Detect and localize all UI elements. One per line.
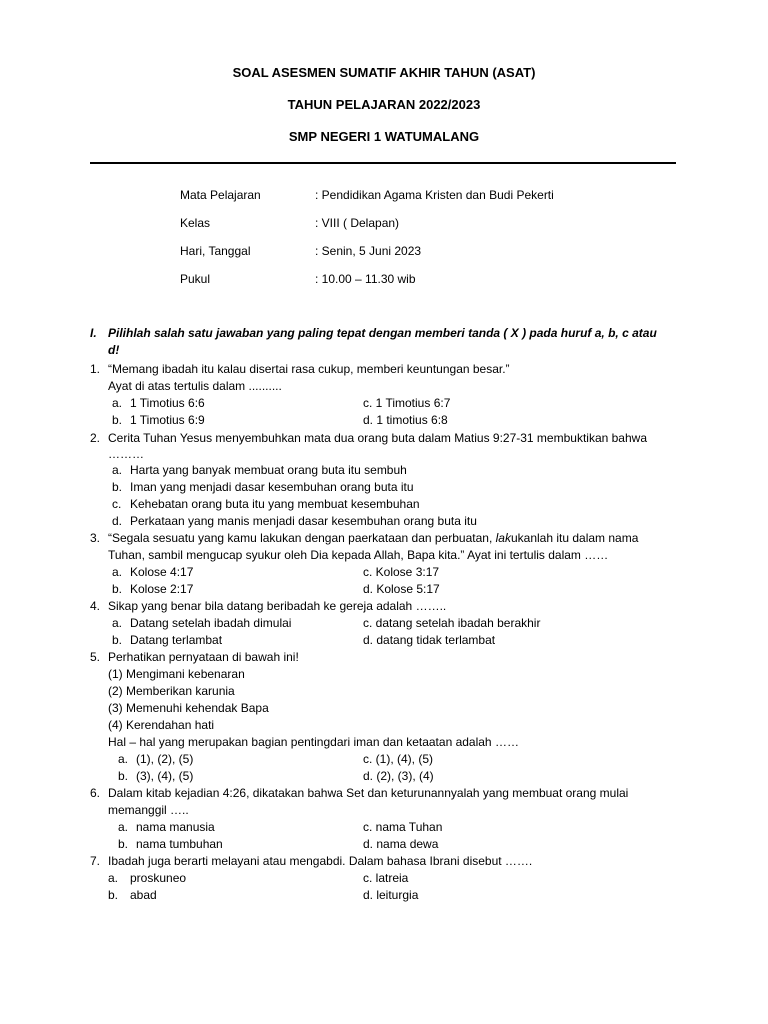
q7-option-d: d. leiturgia bbox=[363, 888, 419, 902]
q4-option-a: Datang setelah ibadah dimulai bbox=[130, 616, 292, 630]
q6-option-a: nama manusia bbox=[136, 820, 215, 834]
section-instruction-line1: Pilihlah salah satu jawaban yang paling tepat dengan memberi tanda ( X ) pada huruf a, b, c atau bbox=[108, 326, 657, 340]
question-number: 1. bbox=[90, 362, 101, 376]
q1-option-b: 1 Timotius 6:9 bbox=[130, 413, 205, 427]
option-letter: b. bbox=[118, 769, 129, 783]
question-2-text: Cerita Tuhan Yesus menyembuhkan mata dua orang buta dalam Matius 9:27-31 membuktikan bahwa bbox=[108, 431, 647, 445]
option-letter: d. bbox=[112, 514, 123, 528]
q2-option-c: Kehebatan orang buta itu yang membuat kesembuhan bbox=[130, 497, 420, 511]
info-value-subject: : Pendidikan Agama Kristen dan Budi Pekerti bbox=[315, 188, 554, 202]
option-letter: b. bbox=[118, 837, 129, 851]
q5-statement-4: (4) Kerendahan hati bbox=[108, 718, 215, 732]
info-value-time: : 10.00 – 11.30 wib bbox=[315, 272, 416, 286]
option-letter: b. bbox=[112, 413, 123, 427]
q5-statement-2: (2) Memberikan karunia bbox=[108, 684, 235, 698]
option-letter: b. bbox=[112, 633, 123, 647]
option-letter: a. bbox=[118, 820, 129, 834]
q5-option-a: (1), (2), (5) bbox=[136, 752, 194, 766]
q2-option-a: Harta yang banyak membuat orang buta itu sembuh bbox=[130, 463, 407, 477]
q5-option-c: c. (1), (4), (5) bbox=[363, 752, 434, 766]
question-1-text: “Memang ibadah itu kalau disertai rasa cukup, memberi keuntungan besar.” bbox=[108, 362, 510, 376]
question-number: 5. bbox=[90, 650, 101, 664]
info-label-subject: Mata Pelajaran bbox=[180, 188, 261, 202]
q6-option-d: d. nama dewa bbox=[363, 837, 439, 851]
question-number: 7. bbox=[90, 854, 101, 868]
question-5-text: Perhatikan pernyataan di bawah ini! bbox=[108, 650, 299, 664]
q1-option-d: d. 1 timotius 6:8 bbox=[363, 413, 448, 427]
q7-option-c: c. latreia bbox=[363, 871, 409, 885]
q2-option-b: Iman yang menjadi dasar kesembuhan orang buta itu bbox=[130, 480, 414, 494]
q5-option-b: (3), (4), (5) bbox=[136, 769, 194, 783]
question-3-text bbox=[108, 531, 638, 545]
q4-option-d: d. datang tidak terlambat bbox=[363, 633, 496, 647]
q6-option-c: c. nama Tuhan bbox=[363, 820, 443, 834]
q1-option-c: c. 1 Timotius 6:7 bbox=[363, 396, 451, 410]
info-value-date: : Senin, 5 Juni 2023 bbox=[315, 244, 422, 258]
q7-option-a: proskuneo bbox=[130, 871, 187, 885]
option-letter: a. bbox=[112, 565, 123, 579]
option-letter: a. bbox=[112, 463, 123, 477]
option-letter: a. bbox=[112, 616, 123, 630]
question-1-text-line2: Ayat di atas tertulis dalam .......... bbox=[108, 379, 282, 393]
q5-statement-1: (1) Mengimani kebenaran bbox=[108, 667, 245, 681]
option-letter: b. bbox=[112, 582, 123, 596]
question-4-text: Sikap yang benar bila datang beribadah ke gereja adalah …….. bbox=[108, 599, 447, 613]
info-value-class: : VIII ( Delapan) bbox=[315, 216, 400, 230]
question-3-text-line2: Tuhan, sambil mengucap syukur oleh Dia kepada Allah, Bapa kita.” Ayat ini tertulis dalam …… bbox=[108, 548, 609, 562]
header-divider bbox=[90, 162, 676, 164]
question-3-text-part1: “Segala sesuatu yang kamu lakukan dengan paerkataan dan perbuatan, bbox=[108, 531, 496, 545]
school-name-title: SMP NEGERI 1 WATUMALANG bbox=[288, 129, 480, 144]
question-6-text-line2: memanggil ….. bbox=[108, 803, 189, 817]
q5-statement-3: (3) Memenuhi kehendak Bapa bbox=[108, 701, 269, 715]
document-title: SOAL ASESMEN SUMATIF AKHIR TAHUN (ASAT) bbox=[232, 65, 536, 80]
option-letter: a. bbox=[108, 871, 119, 885]
option-letter: b. bbox=[112, 480, 123, 494]
info-label-class: Kelas bbox=[180, 216, 211, 230]
q4-option-b: Datang terlambat bbox=[130, 633, 223, 647]
q3-option-b: Kolose 2:17 bbox=[130, 582, 194, 596]
question-2-text-line2: ……… bbox=[108, 447, 144, 461]
info-label-time: Pukul bbox=[180, 272, 211, 286]
q7-option-b: abad bbox=[130, 888, 157, 902]
q1-option-a: 1 Timotius 6:6 bbox=[130, 396, 205, 410]
academic-year-title: TAHUN PELAJARAN 2022/2023 bbox=[287, 97, 481, 112]
question-3-text-italic: lak bbox=[495, 531, 511, 545]
question-number: 6. bbox=[90, 786, 101, 800]
section-instruction-line2: d! bbox=[108, 343, 120, 357]
question-7-text: Ibadah juga berarti melayani atau mengabdi. Dalam bahasa Ibrani disebut ……. bbox=[108, 854, 533, 868]
option-letter: a. bbox=[118, 752, 129, 766]
q4-option-c: c. datang setelah ibadah berakhir bbox=[363, 616, 541, 630]
question-3-text-part2: ukanlah itu dalam nama bbox=[510, 531, 639, 545]
q5-option-d: d. (2), (3), (4) bbox=[363, 769, 434, 783]
option-letter: a. bbox=[112, 396, 123, 410]
question-6-text: Dalam kitab kejadian 4:26, dikatakan bahwa Set dan keturunannyalah yang membuat orang mulai bbox=[108, 786, 629, 800]
section-number: I. bbox=[90, 326, 97, 340]
info-label-date: Hari, Tanggal bbox=[180, 244, 251, 258]
q6-option-b: nama tumbuhan bbox=[136, 837, 223, 851]
question-number: 2. bbox=[90, 431, 101, 445]
option-letter: c. bbox=[112, 497, 122, 511]
q3-option-a: Kolose 4:17 bbox=[130, 565, 194, 579]
q3-option-c: c. Kolose 3:17 bbox=[363, 565, 440, 579]
q3-option-d: d. Kolose 5:17 bbox=[363, 582, 440, 596]
question-number: 4. bbox=[90, 599, 101, 613]
option-letter: b. bbox=[108, 888, 119, 902]
question-number: 3. bbox=[90, 531, 101, 545]
question-5-prompt: Hal – hal yang merupakan bagian pentingdari iman dan ketaatan adalah …… bbox=[108, 735, 519, 749]
q2-option-d: Perkataan yang manis menjadi dasar kesembuhan orang buta itu bbox=[130, 514, 477, 528]
